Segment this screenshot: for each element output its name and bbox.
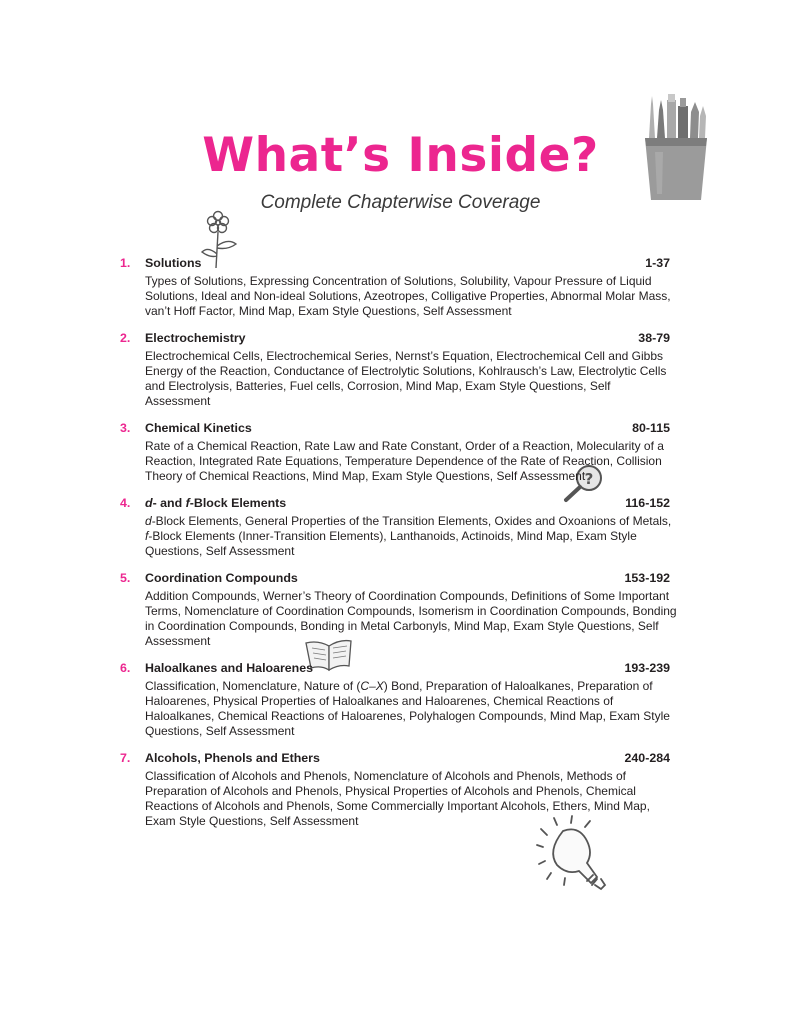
chapter-topics: Addition Compounds, Werner’s Theory of Coordination Compounds, Definitions of Some Important Terms, Nomenclature of Coordination Compounds, Isomerism in Coordination Compounds, Bonding in Coordination Compounds, Bonding in Metal Carbonyls, Mind Map, Exam Style Questions, Self Assessment [145, 589, 677, 648]
chapter-title[interactable]: Chemical Kinetics [145, 421, 252, 435]
chapter-pages: 193-239 [624, 661, 670, 675]
chapter-topics: Classification, Nomenclature, Nature of (C–X) Bond, Preparation of Haloalkanes, Preparation of Haloarenes, Physical Properties of Haloalkanes and Haloarenes, Chemical Reactions of Haloalkanes, Chemical Reactions of Haloarenes, Polyhalogen Compounds, Mind Map, Exam Style Questions, Self Assessment [145, 679, 670, 738]
chapter-3 [120, 421, 670, 484]
page-title: What’s Inside? [202, 128, 599, 183]
svg-text:?: ? [584, 470, 594, 488]
chapter-title[interactable]: Electrochemistry [145, 331, 246, 345]
chapter-title[interactable]: Alcohols, Phenols and Ethers [145, 751, 320, 765]
chapter-title[interactable]: Coordination Compounds [145, 571, 298, 585]
chapter-pages: 153-192 [624, 571, 670, 585]
chapter-number: 3. [120, 421, 131, 435]
chapter-topics: Types of Solutions, Expressing Concentration of Solutions, Solubility, Vapour Pressure of Liquid Solutions, Ideal and Non-ideal Solutions, Azeotropes, Colligative Properties, Abnormal Molar Mass, van’t Hoff Factor, Mind Map, Exam Style Questions, Self Assessment [145, 274, 671, 318]
chapter-topics: Classification of Alcohols and Phenols, Nomenclature of Alcohols and Phenols, Methods of Preparation of Alcohols and Phenols, Physical Properties of Alcohols and Phenols, Chemical Reactions of Alcohols and Phenols, Some Commercially Important Alcohols, Ethers, Mind Map, Exam Style Questions, Self Assessment [145, 769, 650, 828]
chapter-6 [120, 661, 670, 739]
chapter-4 [120, 496, 670, 559]
chapter-number: 6. [120, 661, 131, 675]
chapter-number: 7. [120, 751, 131, 765]
chapter-topics: d-Block Elements, General Properties of the Transition Elements, Oxides and Oxoanions of Metals, f-Block Elements (Inner-Transition Elements), Lanthanoids, Actinoids, Mind Map, Exam Style Questions, Self Assessment [145, 514, 672, 558]
chapter-2 [120, 331, 670, 409]
chapter-number: 1. [120, 256, 131, 270]
chapter-title[interactable]: d- and f-Block Elements [145, 496, 287, 510]
chapter-topics: Electrochemical Cells, Electrochemical Series, Nernst’s Equation, Electrochemical Cell and Gibbs Energy of the Reaction, Conductance of Electrolytic Solutions, Kohlrausch’s Law, Electrolytic Cells and Electrolysis, Batteries, Fuel cells, Corrosion, Mind Map, Exam Style Questions, Self Assessment [145, 349, 667, 408]
chapter-pages: 80-115 [632, 421, 670, 435]
table-of-contents [120, 256, 677, 841]
chapter-number: 2. [120, 331, 131, 345]
chapter-7 [120, 751, 670, 829]
chapter-number: 4. [120, 496, 131, 510]
chapter-pages: 38-79 [638, 331, 670, 345]
chapter-topics: Rate of a Chemical Reaction, Rate Law and Rate Constant, Order of a Reaction, Molecularity of a Reaction, Integrated Rate Equations, Temperature Dependence of the Rate of Reaction, Collision Theory of Chemical Reactions, Mind Map, Exam Style Questions, Self Assessment [145, 439, 664, 483]
chapter-title[interactable]: Solutions [145, 256, 202, 270]
chapter-pages: 116-152 [625, 496, 670, 510]
chapter-pages: 240-284 [624, 751, 670, 765]
chapter-title[interactable]: Haloalkanes and Haloarenes [145, 661, 314, 675]
page-subtitle: Complete Chapterwise Coverage [260, 192, 541, 213]
chapter-5 [120, 571, 677, 649]
chapter-number: 5. [120, 571, 131, 585]
chapter-pages: 1-37 [645, 256, 670, 270]
chapter-1 [120, 256, 670, 319]
